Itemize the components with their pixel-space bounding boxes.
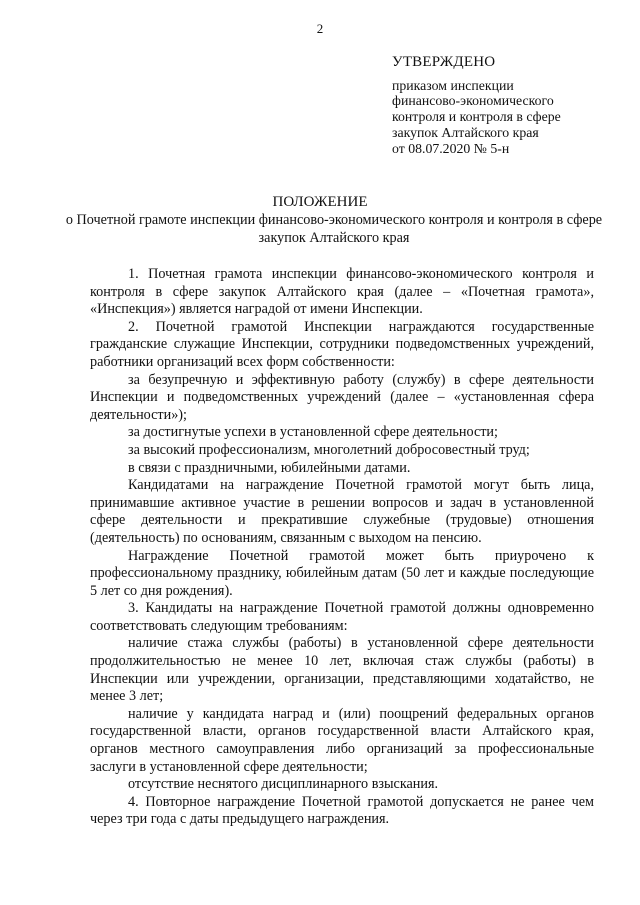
- approval-heading: УТВЕРЖДЕНО: [392, 54, 496, 70]
- paragraph: отсутствие неснятого дисциплинарного взыскания.: [128, 776, 439, 793]
- paragraph: 2. Почетной грамотой Инспекции награждаются государственные гражданские служащие Инспекции, сотрудники подведомственных учреждений, работники организаций всех форм собственности:: [90, 318, 594, 370]
- paragraph: Кандидатами на награждение Почетной грамотой могут быть лица, принимавшие активное участие в решении вопросов и задач в установленной сфере деятельности и прекратившие служебные (трудовые) отношения (деятельность) по основаниям, связанным с выходом на пенсию.: [90, 477, 594, 546]
- paragraph: наличие у кандидата наград и (или) поощрений федеральных органов государственной власти, органов государственной власти Алтайского края, органов местного самоуправления либо организаций за профессиональные заслуги в установленной сфере деятельности;: [90, 705, 594, 775]
- paragraph: 3. Кандидаты на награждение Почетной грамотой должны одновременно соответствовать следующим требованиям:: [90, 600, 594, 634]
- paragraph: за безупречную и эффективную работу (службу) в сфере деятельности Инспекции и подведомственных учреждений (далее – «установленная сфера деятельности»);: [90, 371, 594, 423]
- paragraph: 1. Почетная грамота инспекции финансово-экономического контроля и контроля в сфере закупок Алтайского края (далее – «Почетная грамота», «Инспекция») является наградой от имени Инспекции.: [90, 266, 594, 318]
- page-number: 2: [316, 21, 324, 36]
- approval-line: от 08.07.2020 № 5-н: [392, 140, 510, 156]
- approval-line: закупок Алтайского края: [392, 124, 539, 140]
- document-title: ПОЛОЖЕНИЕ: [272, 194, 368, 210]
- document-subtitle: о Почетной грамоте инспекции финансово-экономического контроля и контроля в сфере закупок Алтайского края: [65, 212, 603, 246]
- paragraph: в связи с праздничными, юбилейными датами.: [128, 459, 411, 476]
- approval-block: [392, 54, 622, 157]
- approval-line: контроля и контроля в сфере: [392, 109, 561, 125]
- paragraph: за достигнутые успехи в установленной сфере деятельности;: [128, 424, 498, 441]
- paragraph: Награждение Почетной грамотой может быть приурочено к профессиональному празднику, юбилейным датам (50 лет и каждые последующие 5 лет со дня рождения).: [90, 547, 594, 599]
- paragraph: наличие стажа службы (работы) в установленной сфере деятельности продолжительностью не менее 10 лет, включая стаж службы (работы) в Инспекции или учреждении, организации, представляющими ходатайство, не менее 3 лет;: [90, 635, 594, 705]
- paragraph: 4. Повторное награждение Почетной грамотой допускается не ранее чем через три года с даты предыдущего награждения.: [90, 793, 594, 828]
- document-body: [90, 266, 594, 829]
- approval-line: приказом инспекции: [392, 77, 514, 93]
- approval-line: финансово-экономического: [392, 93, 554, 109]
- paragraph: за высокий профессионализм, многолетний добросовестный труд;: [128, 441, 530, 458]
